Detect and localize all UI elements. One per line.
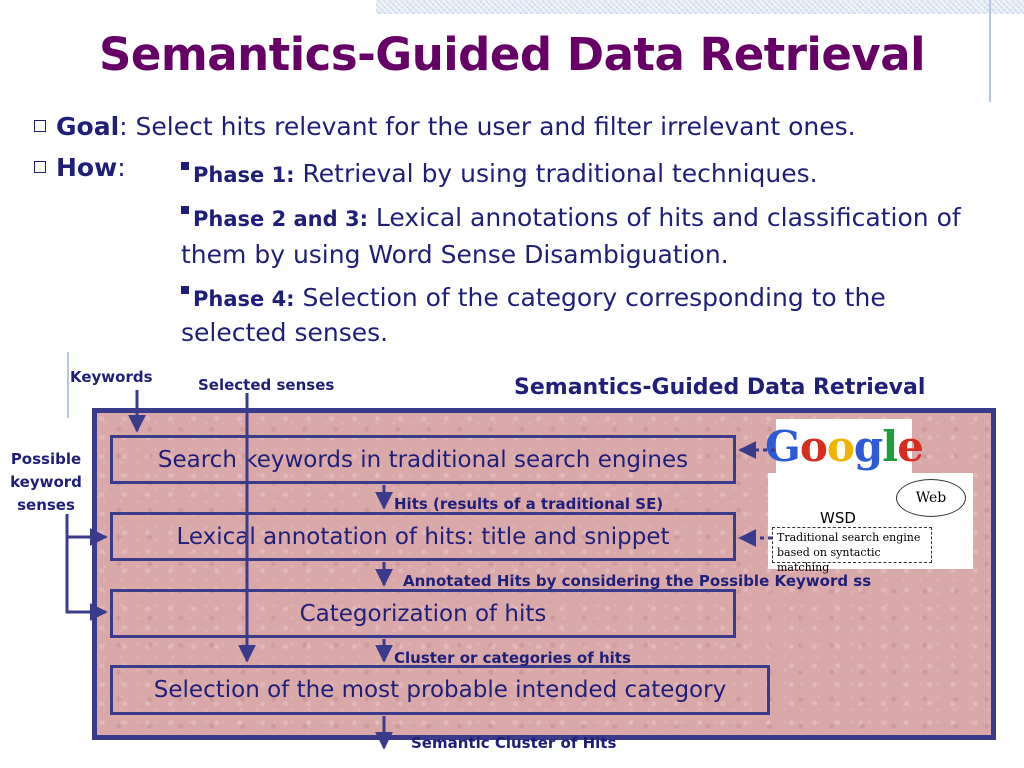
trad-box-line-1: Traditional search engine (777, 531, 921, 544)
step-selection-category: Selection of the most probable intended category (110, 665, 770, 715)
trad-box-line-2: based on syntactic matching (777, 546, 881, 574)
google-letter-l: l (882, 421, 898, 471)
goal-text: : Select hits relevant for the user and filter irrelevant ones. (119, 112, 856, 141)
google-letter-g: G (765, 421, 800, 471)
possible-senses-arrow-to-categorization (67, 514, 106, 612)
selected-senses-label: Selected senses (198, 376, 335, 394)
possible-keyword-senses-line-1: Possible (10, 450, 82, 468)
phase-4-text: Selection of the category corresponding to the selected senses. (181, 283, 886, 347)
web-label: Web (915, 490, 947, 506)
diagram-title: Semantics-Guided Data Retrieval (514, 375, 926, 400)
slide-title: Semantics-Guided Data Retrieval (98, 28, 925, 81)
step-lexical-annotation: Lexical annotation of hits: title and snippet (110, 512, 736, 561)
possible-keyword-senses-line-2: keyword (10, 473, 82, 491)
flow-label-hits: Hits (results of a traditional SE) (394, 495, 664, 513)
google-letter-o2: o (826, 421, 854, 471)
phase-4-label: Phase 4: (193, 287, 295, 311)
step-categorization: Categorization of hits (110, 589, 736, 638)
phase-1-text: Retrieval by using traditional techniques. (294, 159, 818, 188)
phase-1-label: Phase 1: (193, 163, 295, 187)
how-colon: : (117, 153, 126, 182)
possible-keyword-senses-line-3: senses (17, 496, 75, 514)
phase-2-3-label: Phase 2 and 3: (193, 207, 368, 231)
step-search-keywords: Search keywords in traditional search engines (110, 435, 736, 484)
phase-2-3-text: Lexical annotations of hits and classification of them by using Word Sense Disambiguation. (181, 203, 961, 269)
flow-label-annotated-hits: Annotated Hits by considering the Possible Keyword ss (403, 572, 872, 590)
how-label: How (56, 153, 118, 182)
goal-label: Goal (56, 112, 120, 141)
flow-label-semantic-cluster: Semantic Cluster of Hits (411, 734, 617, 752)
keywords-label: Keywords (70, 368, 153, 386)
flow-label-clusters: Cluster or categories of hits (394, 649, 631, 667)
google-letter-o1: o (799, 421, 827, 471)
google-letter-e: e (897, 421, 923, 471)
wsd-label: WSD (820, 509, 856, 527)
google-letter-g2: g (853, 421, 883, 471)
